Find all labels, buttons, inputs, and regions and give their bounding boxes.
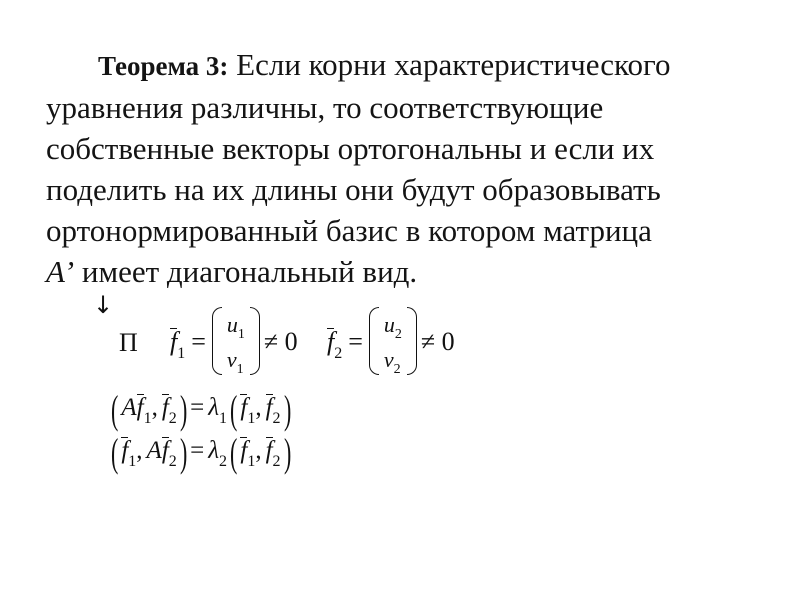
equation-lambda1: ( A $f_1$ , $f_2$ ) = $\lambda_1$ ( $f_1$ , $f_2$ ) — [110, 387, 291, 432]
lambda-2: $\lambda_2$ — [208, 436, 228, 470]
theorem-line-3: собственные векторы ортогональны и если их — [46, 131, 655, 166]
theorem-line-4: поделить на их длины они будут образовывать — [46, 172, 661, 207]
cell-v1: $v_1$ — [226, 346, 244, 377]
cell-u1: $u_1$ — [226, 311, 245, 342]
column-vector-u1-v1 — [212, 307, 260, 377]
theorem-line-6 — [46, 251, 766, 292]
theorem-heading: Теорема 3: — [98, 51, 229, 81]
theorem-text — [46, 44, 766, 292]
equation-lambda2: ( $f_1$ , A $f_2$ ) = $\lambda_2$ ( $f_1$ , $f_2$ ) — [110, 430, 291, 475]
down-arrow-icon: ↓ — [93, 291, 114, 319]
vector-f2: $f_2$ — [161, 393, 177, 427]
vector-f2: $f_2$ — [265, 436, 281, 470]
vector-f1: $f_1$ — [136, 393, 152, 427]
theorem-line-2: уравнения различны, то соответствующие — [46, 90, 604, 125]
vector-f1: $f_1$ — [170, 327, 186, 362]
vector-f1: $f_1$ — [240, 393, 256, 427]
column-vector-u2-v2 — [369, 307, 417, 377]
lambda-1: $\lambda_1$ — [208, 393, 228, 427]
matrix-a-prime: A’ — [46, 254, 75, 289]
theorem-line-1 — [46, 44, 766, 87]
theorem-line-5: ортонормированный базис в котором матрица — [46, 213, 652, 248]
theorem-line-1-text: Если корни характеристического — [228, 47, 671, 82]
vector-f2: $f_2$ — [265, 393, 281, 427]
vector-f2: $f_2$ — [161, 436, 177, 470]
cell-u2: $u_2$ — [383, 311, 402, 342]
vector-f1: $f_1$ — [121, 436, 137, 470]
theorem-line-6-text: имеет диагональный вид. — [74, 254, 418, 289]
vector-f1: $f_1$ — [240, 436, 256, 470]
vector-f1-definition: $f_1$ = $u_1$ $v_1$ ≠ 0 — [170, 306, 298, 378]
pi-symbol: П — [119, 328, 138, 357]
vector-f2: $f_2$ — [327, 327, 343, 362]
vector-f2-definition: $f_2$ = $u_2$ $v_2$ ≠ 0 — [327, 306, 455, 378]
not-equal-zero: ≠ 0 — [420, 327, 455, 356]
cell-v2: $v_2$ — [383, 346, 401, 377]
not-equal-zero: ≠ 0 — [263, 327, 298, 356]
